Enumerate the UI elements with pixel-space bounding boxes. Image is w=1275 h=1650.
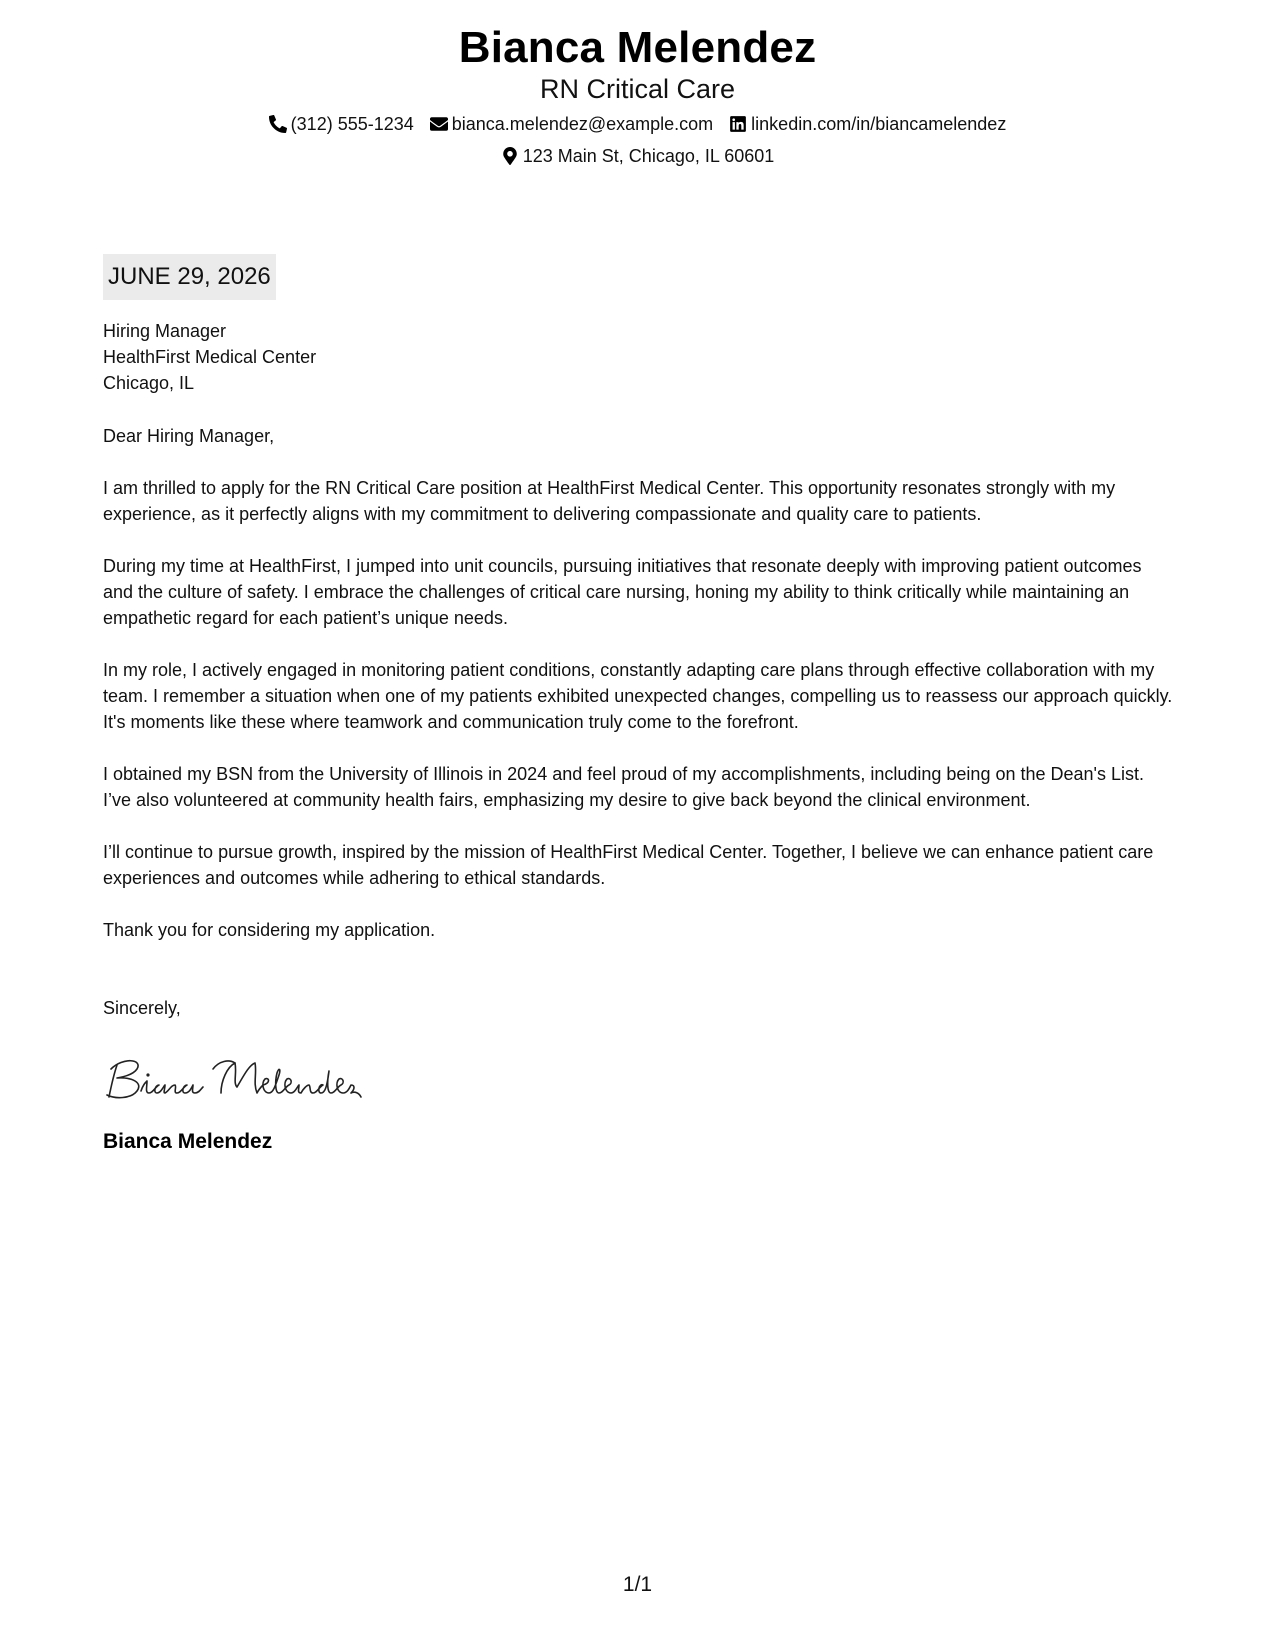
signature-image: [103, 1047, 373, 1107]
letter-body: [103, 254, 1173, 1155]
recipient-block: [103, 318, 1173, 396]
contact-row: [0, 112, 1275, 136]
letter-header: [0, 22, 1275, 168]
recipient-line: Hiring Manager: [103, 321, 227, 341]
linkedin-url: linkedin.com/in/biancamelendez: [751, 114, 1007, 134]
contact-linkedin: [729, 112, 1006, 136]
body-paragraph: During my time at HealthFirst, I jumped into unit councils, pursuing initiatives that resonate deeply with improving patient outcomes and the culture of safety. I embrace the challenges of critical care nursing, honing my ability to think critically while maintaining an empathetic regard for each patient’s unique needs.: [103, 556, 1142, 628]
body-paragraph: I obtained my BSN from the University of Illinois in 2024 and feel proud of my accomplishments, including being on the Dean's List. I’ve also volunteered at community health fairs, emphasizing my desire to give back beyond the clinical environment.: [103, 764, 1144, 810]
signed-name: Bianca Melendez: [103, 1130, 273, 1153]
closing: Sincerely,: [103, 998, 181, 1018]
applicant-title: RN Critical Care: [539, 74, 736, 104]
address-row: [0, 144, 1275, 168]
salutation: Dear Hiring Manager,: [103, 426, 275, 446]
recipient-line: Chicago, IL: [103, 373, 195, 393]
map-pin-icon: [501, 147, 519, 165]
phone-icon: [269, 115, 287, 133]
email-address: bianca.melendez@example.com: [451, 114, 714, 134]
envelope-icon: [430, 115, 448, 133]
contact-address: [501, 144, 775, 168]
letter-date: JUNE 29, 2026: [103, 254, 276, 300]
phone-number: (312) 555-1234: [290, 114, 414, 134]
body-paragraph: Thank you for considering my application.: [103, 920, 436, 940]
body-paragraph: In my role, I actively engaged in monitoring patient conditions, constantly adapting care plans through effective collaboration with my team. I remember a situation when one of my patients exhibited unexpected changes, compelling us to reassess our approach quickly. It's moments like these where teamwork and communication truly come to the forefront.: [103, 660, 1173, 732]
linkedin-icon: [729, 115, 747, 133]
handwritten-signature: [103, 1047, 373, 1107]
body-paragraph: I am thrilled to apply for the RN Critical Care position at HealthFirst Medical Center. This opportunity resonates strongly with my experience, as it perfectly aligns with my commitment to delivering compassionate and quality care to patients.: [103, 478, 1116, 524]
page-number: 1/1: [622, 1573, 653, 1596]
address-text: 123 Main St, Chicago, IL 60601: [522, 146, 775, 166]
applicant-name: Bianca Melendez: [458, 23, 817, 72]
contact-email: [430, 112, 713, 136]
body-paragraph: I’ll continue to pursue growth, inspired by the mission of HealthFirst Medical Center. Together, I believe we can enhance patient care experiences and outcomes while adhering to ethical standards.: [103, 842, 1154, 888]
contact-phone: [269, 112, 414, 136]
recipient-line: HealthFirst Medical Center: [103, 347, 317, 367]
